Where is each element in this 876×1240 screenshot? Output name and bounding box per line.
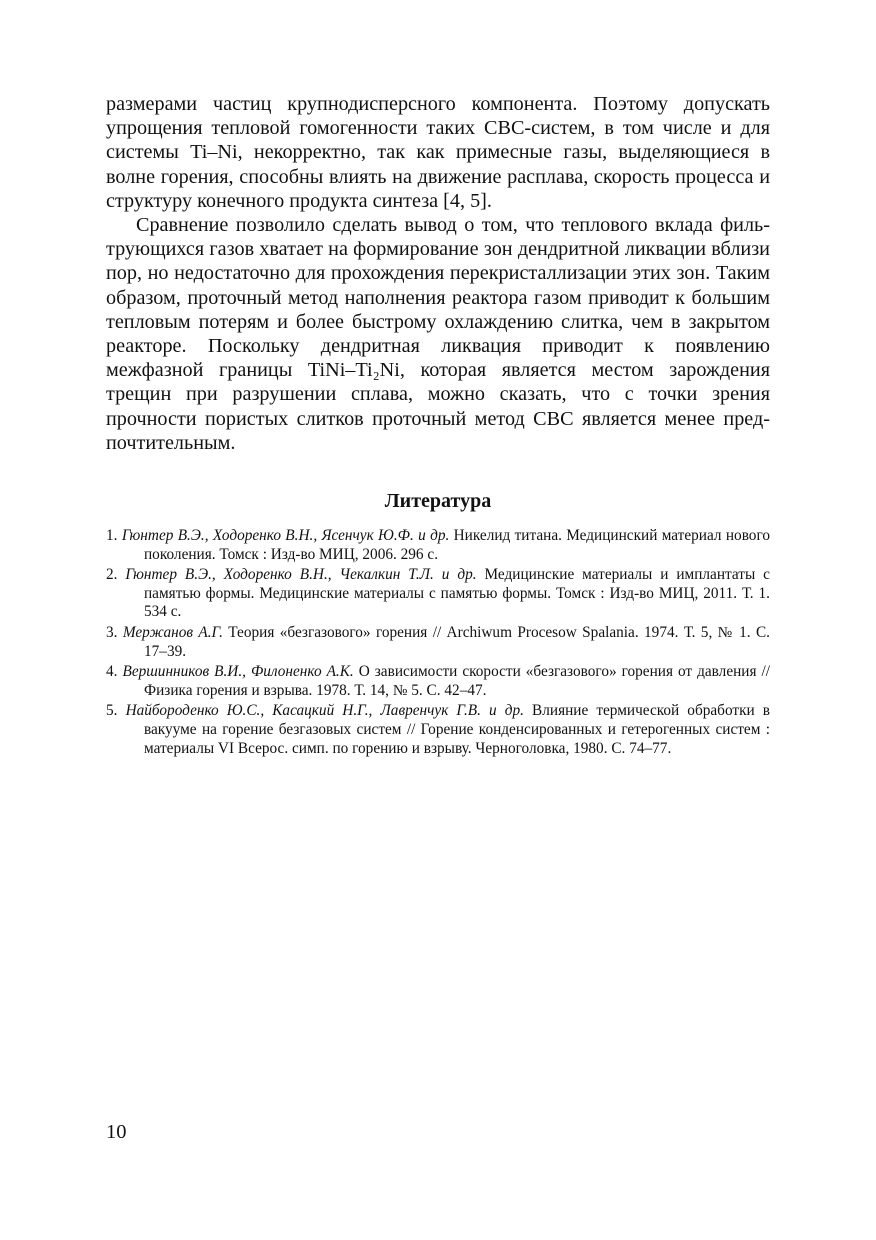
body-paragraph-2: Сравнение позволило сделать вывод о том, что теплового вклада фильтрующихся газов хватает на формирование зон дендритной ликвации вблизи пор, но недостаточно для прохождения перекристаллизации этих зон. Таким образом, проточный метод наполнения реактора газом приводит к большим тепловым потерям и более быстрому охлаждению слитка, чем в закрытом реакторе. Поскольку дендритная ликвация приводит к появлению межфазной границы TiNi–Ti₂Ni, которая является местом зарождения трещин при разрушении сплава, можно сказать, что с точки зрения прочности пористых слитков проточный метод СВС является менее предпочтительным. <box>106 214 770 454</box>
reference-text: Медицинские материалы и имплантаты с памятью формы. Медицинские материалы с памятью формы. Томск : Изд-во МИЦ, 2011. Т. 1. 534 с. <box>144 566 770 621</box>
reference-item-3 <box>106 624 770 661</box>
reference-authors: Найбороденко Ю.С., Касацкий Н.Г., Лавренчук Г.В. и др. <box>125 702 524 720</box>
page-number: 10 <box>106 1121 127 1143</box>
reference-number: 3. <box>106 624 118 642</box>
reference-text: Теория «безгазового» горения // Archiwum Procesow Spalania. 1974. Т. 5, № 1. С. 17–39. <box>144 624 771 660</box>
reference-text: Влияние термической обработки в вакууме на горение безгазовых систем // Горение конденсированных и гетерогенных систем : материалы VI Всерос. симп. по горению и взрыву. Черноголовка, 1980. С. 74–77. <box>144 702 771 757</box>
reference-item-5 <box>106 702 770 758</box>
reference-number: 4. <box>106 663 118 681</box>
reference-number: 5. <box>106 702 118 720</box>
reference-authors: Вершинников В.И., Филоненко А.К. <box>122 663 354 681</box>
references-list <box>106 527 770 758</box>
reference-item-1 <box>106 527 770 564</box>
reference-number: 1. <box>106 527 118 545</box>
reference-text: О зависимости скорости «безгазового» горения от давления // Физика горения и взрыва. 1978. Т. 14, № 5. С. 42–47. <box>144 663 770 699</box>
page-content <box>106 92 770 760</box>
reference-item-4 <box>106 663 770 700</box>
reference-authors: Мержанов А.Г. <box>122 624 223 642</box>
reference-text: Никелид титана. Медицинский материал нового поколения. Томск : Изд-во МИЦ, 2006. 296 с. <box>144 527 770 563</box>
reference-authors: Гюнтер В.Э., Ходоренко В.Н., Ясенчук Ю.Ф. и др. <box>121 527 450 545</box>
references-heading: Литература <box>384 490 492 513</box>
body-paragraph-1: размерами частиц крупнодисперсного компонента. Поэтому допускать упрощения тепловой гомогенности таких СВС-систем, в том числе и для системы Ti–Ni, некорректно, так как примесные газы, выделяющиеся в волне горения, способны влиять на движение расплава, скорость процесса и структуру конечного продукта синтеза [4, 5]. <box>106 93 770 212</box>
reference-authors: Гюнтер В.Э., Ходоренко В.Н., Чекалкин Т.Л. и др. <box>125 566 477 584</box>
reference-number: 2. <box>106 566 118 584</box>
reference-item-2 <box>106 566 770 622</box>
